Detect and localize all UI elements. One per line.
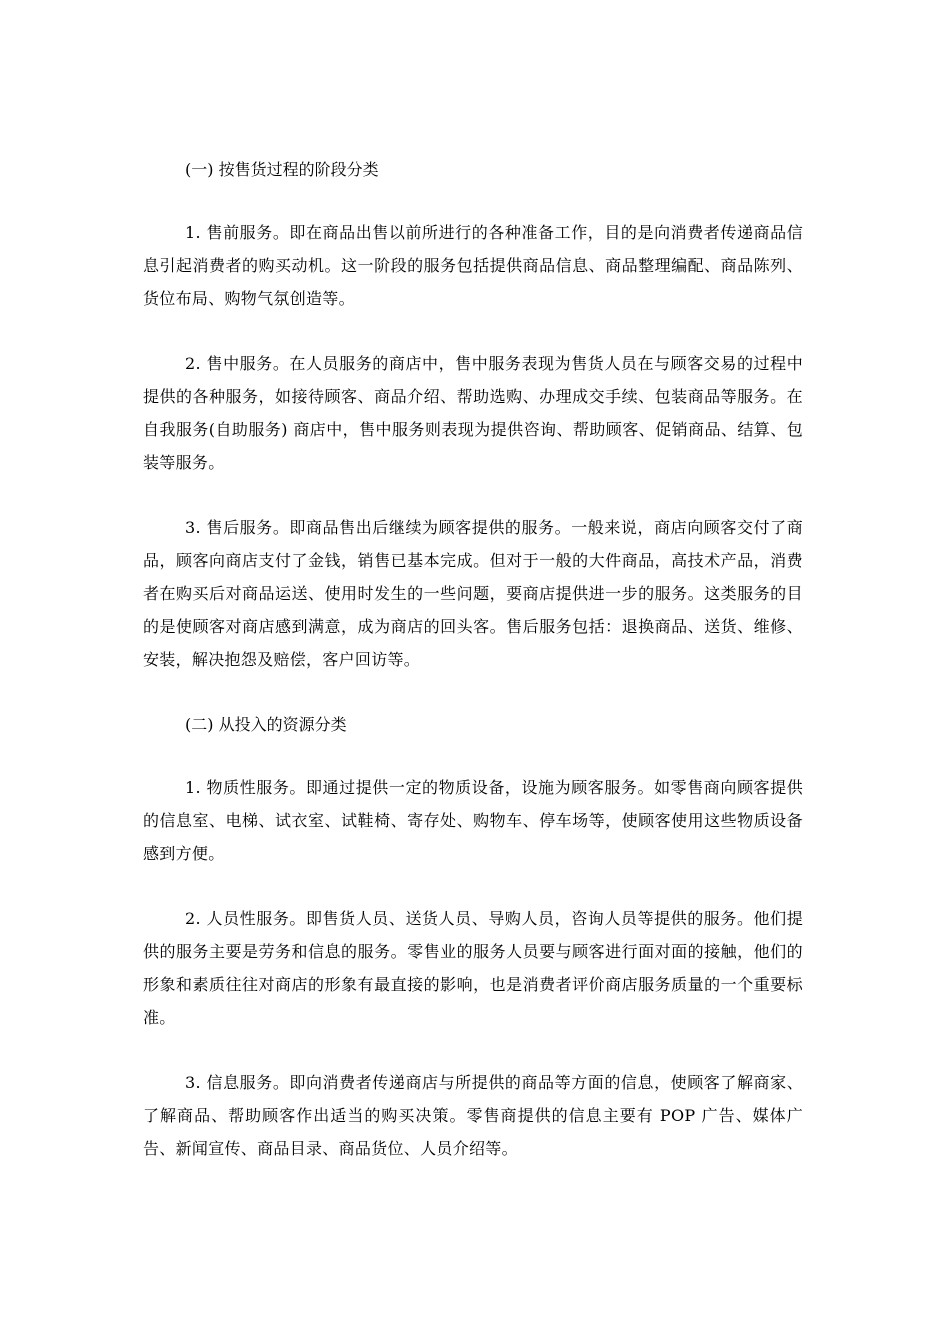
spacer bbox=[143, 186, 803, 216]
section-heading-resources: (二) 从投入的资源分类 bbox=[185, 715, 347, 734]
paragraph-in-sale-service: 2. 售中服务。在人员服务的商店中，售中服务表现为售货人员在与顾客交易的过程中提供的各种服务，如接待顾客、商品介绍、帮助选购、办理成交手续、包装商品等服务。在自我服务(自助服务) 商店中，售中服务则表现为提供咨询、帮助顾客、促销商品、结算、包装等服务。 bbox=[143, 354, 803, 472]
paragraph-after-sale-service: 3. 售后服务。即商品售出后继续为顾客提供的服务。一般来说，商店向顾客交付了商品，顾客向商店支付了金钱，销售已基本完成。但对于一般的大件商品，高技术产品，消费者在购买后对商品运送、使用时发生的一些问题，要商店提供进一步的服务。这类服务的目的是使顾客对商店感到满意，成为商店的回头客。售后服务包括：退换商品、送货、维修、安装，解决抱怨及赔偿，客户回访等。 bbox=[143, 518, 803, 669]
paragraph-personnel-service: 2. 人员性服务。即售货人员、送货人员、导购人员，咨询人员等提供的服务。他们提供的服务主要是劳务和信息的服务。零售业的服务人员要与顾客进行面对面的接触，他们的形象和素质往往对商店的形象有最直接的影响，也是消费者评价商店服务质量的一个重要标准。 bbox=[143, 909, 803, 1027]
spacer bbox=[143, 741, 803, 771]
spacer bbox=[143, 479, 803, 511]
section-heading-sales-stage: (一) 按售货过程的阶段分类 bbox=[185, 160, 379, 179]
spacer bbox=[143, 676, 803, 708]
paragraph-material-service: 1. 物质性服务。即通过提供一定的物质设备，设施为顾客服务。如零售商向顾客提供的信息室、电梯、试衣室、试鞋椅、寄存处、购物车、停车场等，使顾客使用这些物质设备感到方便。 bbox=[143, 778, 803, 863]
spacer bbox=[143, 315, 803, 347]
spacer bbox=[143, 870, 803, 902]
spacer bbox=[143, 1034, 803, 1066]
paragraph-pre-sale-service: 1. 售前服务。即在商品出售以前所进行的各种准备工作，目的是向消费者传递商品信息引起消费者的购买动机。这一阶段的服务包括提供商品信息、商品整理编配、商品陈列、货位布局、购物气氛创造等。 bbox=[143, 223, 803, 308]
document-page bbox=[143, 153, 803, 1165]
paragraph-information-service: 3. 信息服务。即向消费者传递商店与所提供的商品等方面的信息，使顾客了解商家、了解商品、帮助顾客作出适当的购买决策。零售商提供的信息主要有 POP 广告、媒体广告、新闻宣传、商品目录、商品货位、人员介绍等。 bbox=[143, 1073, 803, 1158]
